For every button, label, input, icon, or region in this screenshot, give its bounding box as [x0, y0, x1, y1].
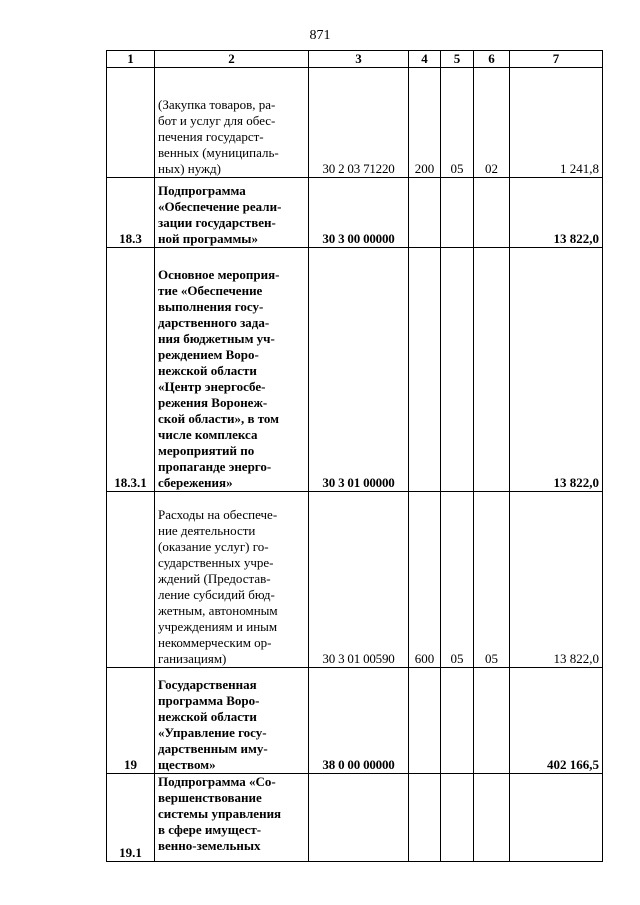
- row-col5: [441, 178, 474, 248]
- table-row: [107, 178, 603, 248]
- row-name: (Закупка товаров, ра- бот и услуг для обес- печения государст- венных (муниципаль- ных) нужд): [155, 68, 309, 178]
- row-number: 18.3: [107, 178, 155, 248]
- row-code: 30 3 01 00000: [309, 248, 409, 492]
- row-amount: [510, 774, 603, 862]
- row-name: Основное мероприя- тие «Обеспечение выполнения госу- дарственного зада- ния бюджетным уч- реждением Воро- нежской области «Центр энергосбе- режения Воронеж- ской области», в том числе комплекса мероприятий по пропаганде энерго- сбережения»: [155, 248, 309, 492]
- header-cell-7: 7: [510, 51, 603, 68]
- row-col4: 600: [409, 492, 441, 668]
- row-number: 19.1: [107, 774, 155, 862]
- header-cell-6: 6: [474, 51, 510, 68]
- row-col6: [474, 248, 510, 492]
- row-amount: 13 822,0: [510, 248, 603, 492]
- row-amount: 1 241,8: [510, 68, 603, 178]
- row-number: 19: [107, 668, 155, 774]
- table-row: [107, 68, 603, 178]
- row-name: Расходы на обеспече- ние деятельности (оказание услуг) го- сударственных учре- ждений (Предостав- ление субсидий бюд- жетным, автономным учреждениям и иным некоммерческим ор- ганизациям): [155, 492, 309, 668]
- row-col5: [441, 774, 474, 862]
- table-row: [107, 668, 603, 774]
- header-cell-2: 2: [155, 51, 309, 68]
- row-col6: 05: [474, 492, 510, 668]
- table-body: [107, 68, 603, 862]
- page-number: 871: [309, 28, 331, 43]
- row-name: Государственная программа Воро- нежской области «Управление госу- дарственным иму- ществом»: [155, 668, 309, 774]
- row-amount: 13 822,0: [510, 178, 603, 248]
- row-col6: [474, 668, 510, 774]
- row-col4: [409, 178, 441, 248]
- table-row: [107, 492, 603, 668]
- row-col4: [409, 668, 441, 774]
- row-col4: 200: [409, 68, 441, 178]
- row-amount: 13 822,0: [510, 492, 603, 668]
- row-col5: 05: [441, 492, 474, 668]
- row-amount: 402 166,5: [510, 668, 603, 774]
- row-code: 30 3 01 00590: [309, 492, 409, 668]
- table-row: [107, 774, 603, 862]
- budget-table: [106, 50, 603, 862]
- table-row: [107, 248, 603, 492]
- row-code: 30 2 03 71220: [309, 68, 409, 178]
- header-cell-4: 4: [409, 51, 441, 68]
- row-code: 38 0 00 00000: [309, 668, 409, 774]
- row-col4: [409, 248, 441, 492]
- row-number: 18.3.1: [107, 248, 155, 492]
- header-cell-1: 1: [107, 51, 155, 68]
- row-col5: 05: [441, 68, 474, 178]
- header-cell-5: 5: [441, 51, 474, 68]
- row-number: [107, 492, 155, 668]
- row-name: Подпрограмма «Обеспечение реали- зации государствен- ной программы»: [155, 178, 309, 248]
- row-code: [309, 774, 409, 862]
- header-row: [107, 51, 603, 68]
- row-col6: [474, 774, 510, 862]
- row-col5: [441, 248, 474, 492]
- row-code: 30 3 00 00000: [309, 178, 409, 248]
- row-number: [107, 68, 155, 178]
- row-name: Подпрограмма «Со- вершенствование системы управления в сфере имущест- венно-земельных: [155, 774, 309, 862]
- header-cell-3: 3: [309, 51, 409, 68]
- row-col6: [474, 178, 510, 248]
- row-col5: [441, 668, 474, 774]
- row-col4: [409, 774, 441, 862]
- row-col6: 02: [474, 68, 510, 178]
